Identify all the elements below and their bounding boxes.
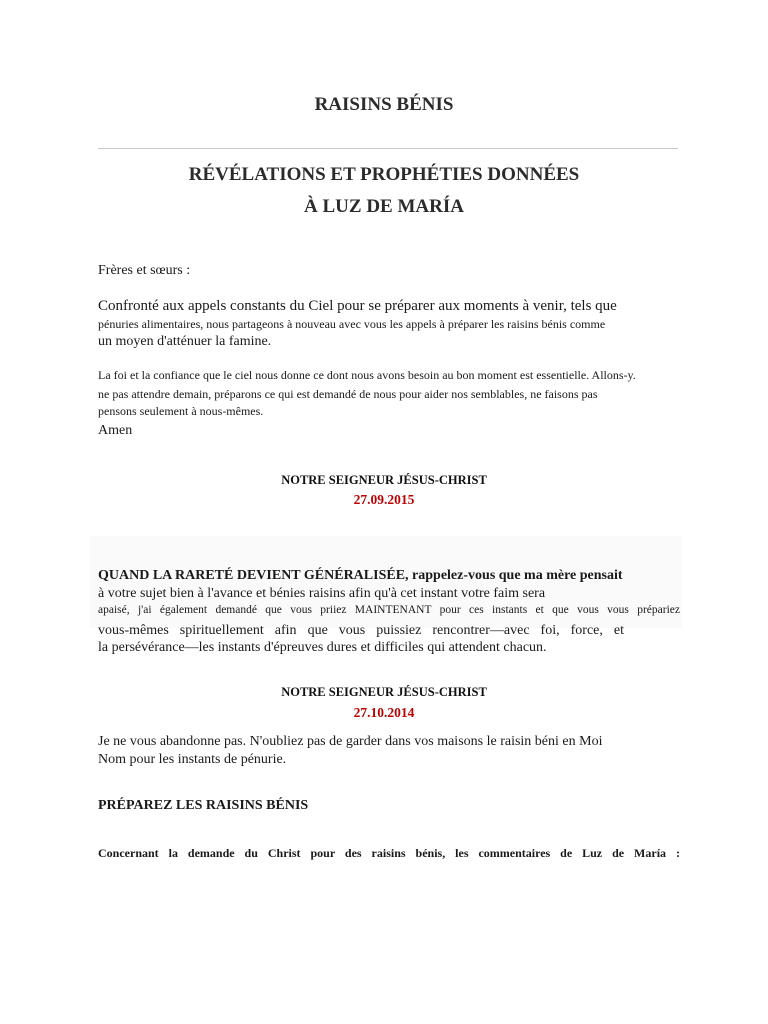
intro-line-3: un moyen d'atténuer la famine. xyxy=(98,334,272,349)
message-1-bold-rest: rappelez-vous que ma mère pensait xyxy=(408,568,623,583)
intro-line-2: pénuries alimentaires, nous partageons à nouveau avec vous les appels à préparer les raisins bénis comme xyxy=(98,317,606,331)
prepare-heading: PRÉPAREZ LES RAISINS BÉNIS xyxy=(98,798,309,813)
message-1-bold-lead: QUAND LA RARETÉ DEVIENT GÉNÉRALISÉE, xyxy=(98,568,409,583)
message-2-date: 27.10.2014 xyxy=(353,705,415,720)
intro-line-1: Confronté aux appels constants du Ciel pour se préparer aux moments à venir, tels que xyxy=(98,298,617,314)
message-2-line-2: Nom pour les instants de pénurie. xyxy=(98,752,287,767)
message-1-line-5: la persévérance—les instants d'épreuves dures et difficiles qui attendent chacun. xyxy=(98,640,547,655)
message-2-line-1: Je ne vous abandonne pas. N'oubliez pas de garder dans vos maisons le raisin béni en Moi xyxy=(98,734,603,749)
message-1-line-4: vous-mêmes spirituellement afin que vous puissiez rencontrer—avec foi, force, et xyxy=(98,623,624,638)
message-1-speaker: NOTRE SEIGNEUR JÉSUS-CHRIST xyxy=(281,473,487,487)
greeting: Frères et sœurs : xyxy=(98,263,191,278)
message-1-line-2: à votre sujet bien à l'avance et bénies raisins afin qu'à cet instant votre faim sera xyxy=(98,586,546,601)
document-title: RAISINS BÉNIS xyxy=(314,94,454,115)
title-divider xyxy=(98,148,678,149)
message-1-line-3: apaisé, j'ai également demandé que vous priiez MAINTENANT pour ces instants et que vous vous prépariez xyxy=(98,604,680,616)
subtitle-line-2: À LUZ DE MARÍA xyxy=(304,196,464,217)
faith-line-1: La foi et la confiance que le ciel nous donne ce dont nous avons besoin au bon moment est essentielle. Allons-y. xyxy=(98,368,636,382)
faith-line-3: pensons seulement à nous-mêmes. xyxy=(98,404,264,418)
subtitle-line-1: RÉVÉLATIONS ET PROPHÉTIES DONNÉES xyxy=(188,164,580,185)
message-2-speaker: NOTRE SEIGNEUR JÉSUS-CHRIST xyxy=(281,685,487,699)
faith-line-2: ne pas attendre demain, préparons ce qui est demandé de nous pour aider nos semblables, ne faisons pas xyxy=(98,387,598,401)
message-1-date: 27.09.2015 xyxy=(353,492,415,507)
message-1-line-1 xyxy=(98,568,680,584)
closing-line: Concernant la demande du Christ pour des raisins bénis, les commentaires de Luz de María : xyxy=(98,846,680,860)
amen: Amen xyxy=(98,423,133,438)
